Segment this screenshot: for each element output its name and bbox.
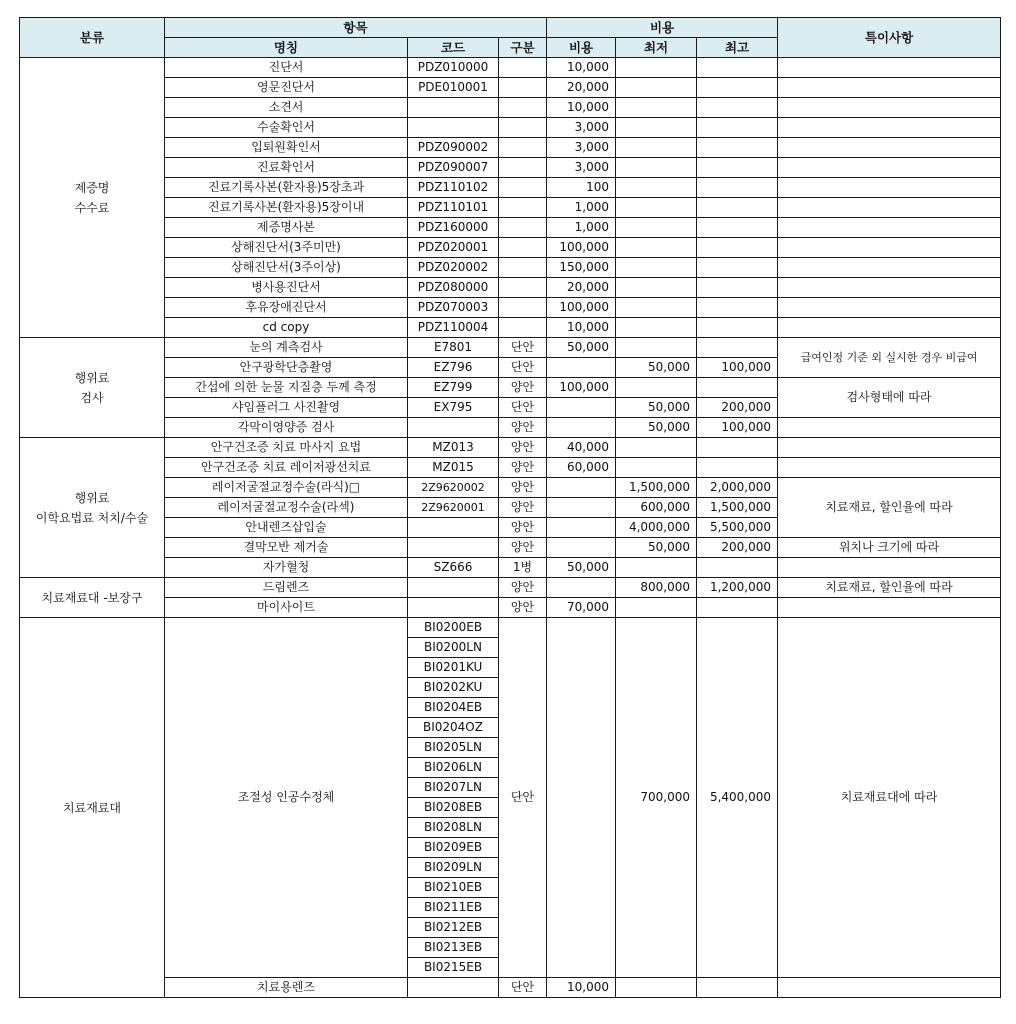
item-code: PDZ020002 [408, 258, 499, 278]
item-cost: 3,000 [547, 158, 616, 178]
item-cost [547, 518, 616, 538]
header-cost: 비용 [547, 38, 616, 58]
item-min [616, 158, 697, 178]
item-type [499, 118, 547, 138]
item-name: 결막모반 제거술 [165, 538, 408, 558]
item-cost: 10,000 [547, 98, 616, 118]
item-type: 양안 [499, 518, 547, 538]
item-name: 샤임플러그 사진촬영 [165, 398, 408, 418]
item-code [408, 578, 499, 598]
remark-exams-1: 급여인정 기준 외 실시한 경우 비급여 [778, 338, 1001, 378]
header-min: 최저 [616, 38, 697, 58]
item-max [697, 458, 778, 478]
item-code: EX795 [408, 398, 499, 418]
item-min [616, 378, 697, 398]
item-code [408, 518, 499, 538]
item-max [697, 178, 778, 198]
remark-materials: 치료재료대에 따라 [778, 618, 1001, 978]
remark-procedures-2: 위치나 크기에 따라 [778, 538, 1001, 558]
item-remark [778, 138, 1001, 158]
item-remark [778, 258, 1001, 278]
item-max [697, 58, 778, 78]
item-min: 50,000 [616, 398, 697, 418]
item-type: 양안 [499, 458, 547, 478]
item-type: 양안 [499, 478, 547, 498]
item-max: 5,500,000 [697, 518, 778, 538]
item-remark [778, 598, 1001, 618]
item-type [499, 138, 547, 158]
table-row [20, 438, 1001, 458]
item-cost: 60,000 [547, 458, 616, 478]
item-name: 자가혈청 [165, 558, 408, 578]
item-max [697, 338, 778, 358]
item-min: 1,500,000 [616, 478, 697, 498]
item-max: 200,000 [697, 538, 778, 558]
item-max [697, 198, 778, 218]
item-max [697, 258, 778, 278]
header-item-group: 항목 [165, 18, 547, 38]
item-cost [547, 398, 616, 418]
table-row [20, 258, 1001, 278]
table-row [20, 118, 1001, 138]
category-procedures: 행위료 이학요법료 처치/수술 [20, 438, 165, 578]
item-name: 진료기록사본(환자용)5장초과 [165, 178, 408, 198]
item-cost: 50,000 [547, 338, 616, 358]
item-type [499, 238, 547, 258]
table-row [20, 478, 1001, 498]
item-remark [778, 118, 1001, 138]
item-code: PDZ090002 [408, 138, 499, 158]
item-name: 조절성 인공수정체 [165, 618, 408, 978]
item-cost [547, 498, 616, 518]
table-row [20, 418, 1001, 438]
lens-code: BI0207LN [408, 778, 499, 798]
lens-code: BI0210EB [408, 878, 499, 898]
table-row [20, 218, 1001, 238]
item-name: 진료확인서 [165, 158, 408, 178]
lens-code: BI0215EB [408, 958, 499, 978]
header-name: 명칭 [165, 38, 408, 58]
item-min [616, 438, 697, 458]
item-max [697, 238, 778, 258]
lens-code: BI0200LN [408, 638, 499, 658]
item-remark [778, 438, 1001, 458]
header-remarks: 특이사항 [778, 18, 1001, 58]
category-appliance: 치료재료대 -보장구 [20, 578, 165, 618]
item-cost [547, 478, 616, 498]
lens-code: BI0206LN [408, 758, 499, 778]
item-type: 양안 [499, 498, 547, 518]
item-min [616, 458, 697, 478]
item-name: 드림렌즈 [165, 578, 408, 598]
item-type [499, 278, 547, 298]
item-cost [547, 418, 616, 438]
item-min [616, 978, 697, 998]
header-code: 코드 [408, 38, 499, 58]
item-cost: 100,000 [547, 238, 616, 258]
item-max [697, 598, 778, 618]
item-cost: 20,000 [547, 278, 616, 298]
table-row [20, 238, 1001, 258]
item-code: PDZ010000 [408, 58, 499, 78]
lens-code: BI0200EB [408, 618, 499, 638]
item-max: 100,000 [697, 418, 778, 438]
category-certificates: 제증명 수수료 [20, 58, 165, 338]
table-row [20, 278, 1001, 298]
item-max [697, 118, 778, 138]
item-min [616, 278, 697, 298]
item-code: PDZ080000 [408, 278, 499, 298]
item-code: EZ796 [408, 358, 499, 378]
item-max: 1,500,000 [697, 498, 778, 518]
item-cost: 1,000 [547, 198, 616, 218]
item-cost: 100,000 [547, 298, 616, 318]
item-name: 상해진단서(3주이상) [165, 258, 408, 278]
item-code: PDZ110004 [408, 318, 499, 338]
item-min [616, 138, 697, 158]
table-row [20, 178, 1001, 198]
header-cost-group: 비용 [547, 18, 778, 38]
item-code: 2Z9620001 [408, 498, 499, 518]
category-materials: 치료재료대 [20, 618, 165, 998]
item-code [408, 118, 499, 138]
table-row [20, 198, 1001, 218]
lens-code: BI0208LN [408, 818, 499, 838]
item-cost: 20,000 [547, 78, 616, 98]
item-cost: 50,000 [547, 558, 616, 578]
table-row [20, 978, 1001, 998]
item-remark [778, 98, 1001, 118]
item-max: 100,000 [697, 358, 778, 378]
item-min [616, 98, 697, 118]
item-cost: 3,000 [547, 138, 616, 158]
item-type: 단안 [499, 358, 547, 378]
item-min: 50,000 [616, 418, 697, 438]
item-name: 후유장애진단서 [165, 298, 408, 318]
item-remark [778, 198, 1001, 218]
item-cost: 1,000 [547, 218, 616, 238]
item-type: 양안 [499, 438, 547, 458]
item-remark [778, 78, 1001, 98]
item-name: 안구건조증 치료 레이저광선치료 [165, 458, 408, 478]
table-row [20, 98, 1001, 118]
item-min: 700,000 [616, 618, 697, 978]
item-max: 5,400,000 [697, 618, 778, 978]
lens-code: BI0204OZ [408, 718, 499, 738]
item-code: MZ013 [408, 438, 499, 458]
table-row [20, 158, 1001, 178]
item-type [499, 198, 547, 218]
item-code: MZ015 [408, 458, 499, 478]
item-max: 1,200,000 [697, 578, 778, 598]
item-min: 4,000,000 [616, 518, 697, 538]
item-name: 안구광학단층촬영 [165, 358, 408, 378]
table-row [20, 558, 1001, 578]
item-code: E7801 [408, 338, 499, 358]
table-body [20, 58, 1001, 998]
item-name: 진단서 [165, 58, 408, 78]
item-max [697, 138, 778, 158]
item-type: 단안 [499, 398, 547, 418]
item-cost: 10,000 [547, 58, 616, 78]
item-remark [778, 178, 1001, 198]
lens-code: BI0212EB [408, 918, 499, 938]
item-name: 입퇴원확인서 [165, 138, 408, 158]
item-remark [778, 558, 1001, 578]
lens-code: BI0201KU [408, 658, 499, 678]
item-remark [778, 318, 1001, 338]
item-type [499, 298, 547, 318]
item-max [697, 278, 778, 298]
item-name: 수술확인서 [165, 118, 408, 138]
item-name: 눈의 계측검사 [165, 338, 408, 358]
item-cost: 10,000 [547, 318, 616, 338]
item-min [616, 58, 697, 78]
item-name: 영문진단서 [165, 78, 408, 98]
item-cost: 100,000 [547, 378, 616, 398]
item-name: 제증명사본 [165, 218, 408, 238]
lens-code: BI0211EB [408, 898, 499, 918]
item-cost [547, 618, 616, 978]
item-min [616, 318, 697, 338]
item-remark [778, 58, 1001, 78]
item-code: PDE010001 [408, 78, 499, 98]
table-row [20, 338, 1001, 358]
item-min [616, 118, 697, 138]
item-name: 각막이영양증 검사 [165, 418, 408, 438]
item-code [408, 978, 499, 998]
item-type [499, 318, 547, 338]
item-type: 양안 [499, 378, 547, 398]
item-max [697, 218, 778, 238]
item-min [616, 598, 697, 618]
item-code: PDZ020001 [408, 238, 499, 258]
item-min: 50,000 [616, 358, 697, 378]
item-cost: 10,000 [547, 978, 616, 998]
item-remark [778, 278, 1001, 298]
item-max [697, 378, 778, 398]
table-row [20, 458, 1001, 478]
item-min: 600,000 [616, 498, 697, 518]
item-min [616, 298, 697, 318]
item-code [408, 418, 499, 438]
item-max: 2,000,000 [697, 478, 778, 498]
item-type [499, 98, 547, 118]
category-exams: 행위료 검사 [20, 338, 165, 438]
item-remark [778, 298, 1001, 318]
lens-code: BI0202KU [408, 678, 499, 698]
item-code [408, 538, 499, 558]
item-name: 진료기록사본(환자용)5장이내 [165, 198, 408, 218]
item-type: 1병 [499, 558, 547, 578]
item-type: 양안 [499, 598, 547, 618]
lens-code: BI0204EB [408, 698, 499, 718]
item-min: 50,000 [616, 538, 697, 558]
item-remark [778, 218, 1001, 238]
item-remark [778, 158, 1001, 178]
item-cost [547, 578, 616, 598]
item-max [697, 978, 778, 998]
item-type [499, 158, 547, 178]
item-name: 마이사이트 [165, 598, 408, 618]
lens-code: BI0209EB [408, 838, 499, 858]
remark-exams-2: 검사형태에 따라 [778, 378, 1001, 418]
remark-appliance: 치료재료, 할인율에 따라 [778, 578, 1001, 598]
item-type [499, 58, 547, 78]
item-max [697, 98, 778, 118]
item-min [616, 78, 697, 98]
item-name: 소견서 [165, 98, 408, 118]
table-row [20, 538, 1001, 558]
item-cost: 70,000 [547, 598, 616, 618]
item-type: 양안 [499, 538, 547, 558]
item-type: 단안 [499, 618, 547, 978]
item-cost: 150,000 [547, 258, 616, 278]
item-cost: 100 [547, 178, 616, 198]
item-max [697, 318, 778, 338]
item-remark [778, 978, 1001, 998]
item-cost [547, 538, 616, 558]
item-name: 레이저굴절교정수술(라섹) [165, 498, 408, 518]
item-code: SZ666 [408, 558, 499, 578]
item-min [616, 198, 697, 218]
header-category: 분류 [20, 18, 165, 58]
item-max [697, 298, 778, 318]
item-code: PDZ070003 [408, 298, 499, 318]
item-name: 간섭에 의한 눈물 지질층 두께 측정 [165, 378, 408, 398]
item-min [616, 338, 697, 358]
table-row [20, 578, 1001, 598]
remark-procedures-1: 치료재료, 할인율에 따라 [778, 478, 1001, 538]
item-code [408, 98, 499, 118]
lens-code: BI0209LN [408, 858, 499, 878]
item-max [697, 558, 778, 578]
item-name: cd copy [165, 318, 408, 338]
item-max: 200,000 [697, 398, 778, 418]
table-row [20, 618, 1001, 638]
header-type: 구분 [499, 38, 547, 58]
table-row [20, 598, 1001, 618]
item-min [616, 558, 697, 578]
item-code: 2Z9620002 [408, 478, 499, 498]
table-header [20, 18, 1001, 58]
lens-code: BI0205LN [408, 738, 499, 758]
item-min [616, 238, 697, 258]
item-type [499, 218, 547, 238]
item-type [499, 78, 547, 98]
item-name: 치료용렌즈 [165, 978, 408, 998]
item-name: 레이저굴절교정수술(라식)□ [165, 478, 408, 498]
item-code: PDZ110102 [408, 178, 499, 198]
item-min [616, 178, 697, 198]
item-cost [547, 358, 616, 378]
item-min [616, 258, 697, 278]
item-name: 안내렌즈삽입술 [165, 518, 408, 538]
item-min [616, 218, 697, 238]
item-type: 단안 [499, 978, 547, 998]
item-type [499, 258, 547, 278]
fee-table [19, 17, 1001, 998]
item-max [697, 438, 778, 458]
item-max [697, 158, 778, 178]
item-cost: 40,000 [547, 438, 616, 458]
table-row [20, 318, 1001, 338]
table-row [20, 78, 1001, 98]
item-name: 안구건조증 치료 마사지 요법 [165, 438, 408, 458]
item-type: 양안 [499, 418, 547, 438]
item-name: 상해진단서(3주미만) [165, 238, 408, 258]
table-row [20, 138, 1001, 158]
item-type: 양안 [499, 578, 547, 598]
item-code: PDZ090007 [408, 158, 499, 178]
table-row [20, 298, 1001, 318]
item-type [499, 178, 547, 198]
item-code: PDZ160000 [408, 218, 499, 238]
table-row [20, 378, 1001, 398]
item-type: 단안 [499, 338, 547, 358]
header-max: 최고 [697, 38, 778, 58]
item-code: EZ799 [408, 378, 499, 398]
item-code [408, 598, 499, 618]
item-name: 병사용진단서 [165, 278, 408, 298]
table-row [20, 58, 1001, 78]
item-min: 800,000 [616, 578, 697, 598]
item-max [697, 78, 778, 98]
item-code: PDZ110101 [408, 198, 499, 218]
item-remark [778, 458, 1001, 478]
item-cost: 3,000 [547, 118, 616, 138]
item-remark [778, 418, 1001, 438]
lens-code: BI0208EB [408, 798, 499, 818]
lens-code: BI0213EB [408, 938, 499, 958]
item-remark [778, 238, 1001, 258]
